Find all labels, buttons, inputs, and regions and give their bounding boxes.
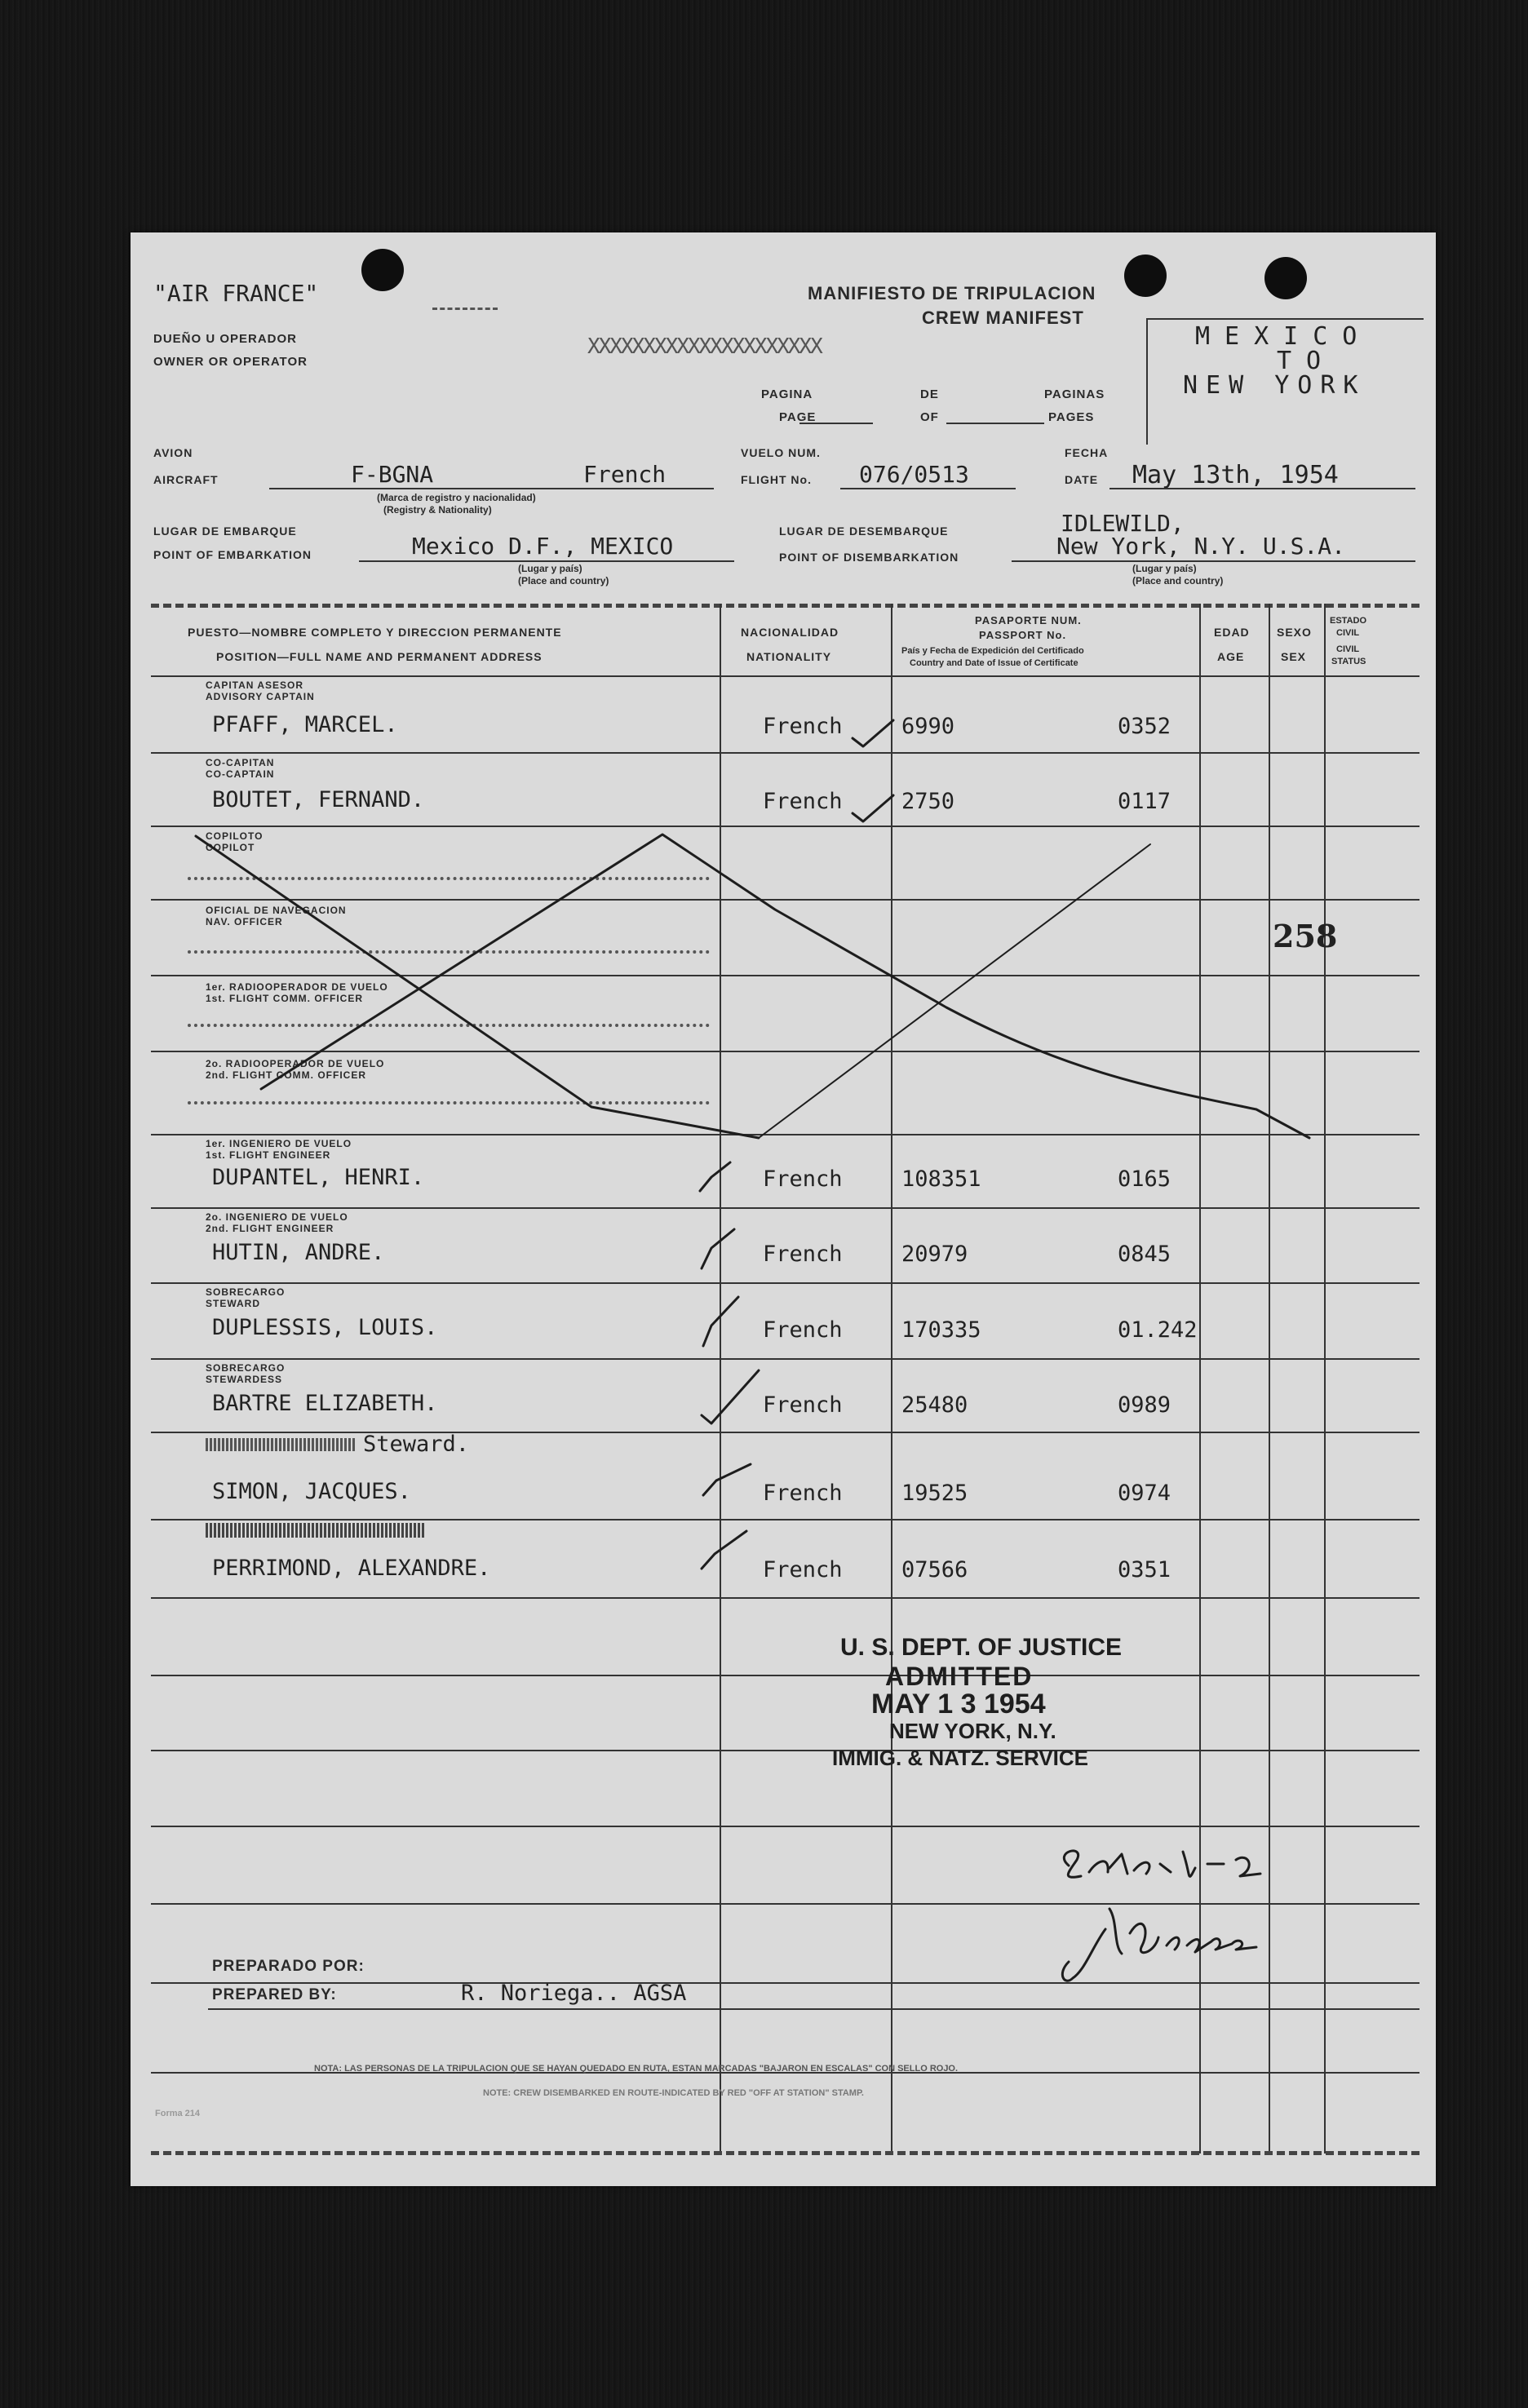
crew-passport-number: 170335	[901, 1317, 981, 1343]
crew-name: PERRIMOND, ALEXANDRE.	[212, 1556, 491, 1581]
crew-passport-number: 19525	[901, 1481, 968, 1506]
checkmark-icon	[702, 1531, 746, 1569]
prepared-by-label-en: PREPARED BY:	[212, 1986, 337, 2003]
pages-label: PAGES	[1048, 410, 1095, 424]
signature-mark	[1064, 1851, 1260, 1877]
crew-nationality: French	[763, 789, 843, 814]
footer-note-en: NOTE: CREW DISEMBARKED EN ROUTE-INDICATED BY RED "OFF AT STATION" STAMP.	[483, 2088, 864, 2098]
disembarkation-point: New York, N.Y. U.S.A.	[1056, 533, 1346, 560]
owner-label-en: OWNER OR OPERATOR	[153, 355, 308, 369]
checkmark-icon	[702, 1229, 734, 1268]
col-header-nat-en: NATIONALITY	[746, 650, 832, 663]
crew-passport-number: 25480	[901, 1392, 968, 1418]
row-position-es: 1er. INGENIERO DE VUELO	[206, 1138, 352, 1149]
crew-passport-date: 01.242	[1118, 1317, 1198, 1343]
row-position-es: 1er. RADIOOPERADOR DE VUELO	[206, 981, 388, 993]
row-position-es: SOBRECARGO	[206, 1362, 286, 1374]
prepared-by-line	[208, 2008, 1419, 2010]
footer-note-es: NOTA: LAS PERSONAS DE LA TRIPULACION QUE SE HAYAN QUEDADO EN RUTA, ESTAN MARCADAS "BAJARON EN ESCALAS" CON SELLO ROJO.	[314, 2064, 959, 2074]
de-label: DE	[920, 387, 939, 401]
embark-caption-en: (Place and country)	[518, 575, 609, 587]
flight-number: 076/0513	[859, 461, 969, 488]
crew-name: BOUTET, FERNAND.	[212, 787, 425, 812]
crew-passport-date: 0845	[1118, 1242, 1171, 1267]
stamp-dept-justice: U. S. DEPT. OF JUSTICE	[840, 1634, 1123, 1661]
aircraft-nationality: French	[583, 461, 667, 488]
date-label: DATE	[1065, 473, 1099, 486]
crew-nationality: French	[763, 1557, 843, 1582]
col-header-passport-sub2: Country and Date of Issue of Certificate	[910, 658, 1078, 668]
disembark-label-en: POINT OF DISEMBARKATION	[779, 551, 959, 564]
crew-passport-number: 20979	[901, 1242, 968, 1267]
prepared-by-label-es: PREPARADO POR:	[212, 1958, 365, 1975]
row-position-en: 2nd. FLIGHT ENGINEER	[206, 1223, 334, 1234]
checkmark-icon	[703, 1464, 751, 1495]
col-header-civil-2: CIVIL	[1336, 628, 1360, 638]
crew-name: HUTIN, ANDRE.	[212, 1240, 385, 1265]
stamp-date: MAY 1 3 1954	[871, 1689, 1046, 1720]
route-destination: NEW YORK	[1183, 371, 1366, 400]
crew-nationality: French	[763, 714, 843, 739]
disembark-label-es: LUGAR DE DESEMBARQUE	[779, 525, 949, 538]
row-position-es: 2o. INGENIERO DE VUELO	[206, 1211, 348, 1223]
title-en: CREW MANIFEST	[922, 308, 1084, 328]
registry-caption-en: (Registry & Nationality)	[383, 504, 492, 516]
crew-passport-date: 0351	[1118, 1557, 1171, 1582]
aircraft-registry: F-BGNA	[351, 461, 434, 488]
cross-out-line	[261, 834, 1309, 1138]
col-header-civil-1: ESTADO	[1330, 616, 1367, 626]
row-position-es: OFICIAL DE NAVEGACION	[206, 905, 347, 916]
col-header-sex-en: SEX	[1281, 650, 1307, 663]
crew-name: DUPLESSIS, LOUIS.	[212, 1315, 438, 1340]
crew-manifest-page	[131, 232, 1436, 2186]
embark-caption-es: (Lugar y país)	[518, 563, 582, 574]
airline-name: "AIR FRANCE"	[153, 280, 319, 307]
row-position-en: 2nd. FLIGHT COMM. OFFICER	[206, 1069, 366, 1081]
col-header-name-es: PUESTO—NOMBRE COMPLETO Y DIRECCION PERMANENTE	[188, 626, 562, 639]
flight-label: FLIGHT No.	[741, 473, 812, 486]
checkmark-icon	[703, 1297, 738, 1346]
crew-name: PFAFF, MARCEL.	[212, 712, 398, 737]
crew-nationality: French	[763, 1166, 843, 1192]
vuelo-label: VUELO NUM.	[741, 446, 821, 459]
disembark-caption-en: (Place and country)	[1132, 575, 1224, 587]
of-label: OF	[920, 410, 939, 424]
struck-out-text: XXXXXXXXXXXXXXXXXXXXX	[587, 334, 822, 354]
prepared-by-value: R. Noriega.. AGSA	[461, 1981, 687, 2006]
row-position-en: STEWARD	[206, 1298, 260, 1309]
crew-passport-number: 2750	[901, 789, 955, 814]
crew-name: DUPANTEL, HENRI.	[212, 1165, 425, 1190]
col-header-name-en: POSITION—FULL NAME AND PERMANENT ADDRESS	[216, 650, 543, 663]
pagina-label: PAGINA	[761, 387, 813, 401]
route-from: MEXICO	[1195, 322, 1372, 351]
page-label: PAGE	[779, 410, 817, 424]
col-header-sex-es: SEXO	[1277, 626, 1312, 639]
crew-passport-number: 108351	[901, 1166, 981, 1192]
row-position-es: CO-CAPITAN	[206, 757, 275, 768]
col-header-passport-en: PASSPORT No.	[979, 629, 1067, 641]
aircraft-label: AIRCRAFT	[153, 473, 219, 486]
signature-mark	[1062, 1909, 1256, 1981]
cross-out-line	[759, 844, 1150, 1138]
checkmark-icon	[702, 1370, 759, 1423]
form-number: Forma 214	[155, 2109, 201, 2118]
row-position-en: 1st. FLIGHT ENGINEER	[206, 1149, 331, 1161]
crew-passport-date: 0974	[1118, 1481, 1171, 1506]
col-header-passport-sub1: País y Fecha de Expedición del Certificado	[901, 646, 1084, 656]
col-header-nat-es: NACIONALIDAD	[741, 626, 839, 639]
crew-passport-date: 0352	[1118, 714, 1171, 739]
flight-date: May 13th, 1954	[1132, 461, 1339, 489]
row-position-en: ADVISORY CAPTAIN	[206, 691, 315, 702]
crew-passport-date: 0989	[1118, 1392, 1171, 1418]
title-es: MANIFIESTO DE TRIPULACION	[808, 283, 1096, 303]
row-position-es: SOBRECARGO	[206, 1286, 286, 1298]
cross-out-line	[196, 836, 759, 1138]
crew-nationality: French	[763, 1481, 843, 1506]
row-position-en: COPILOT	[206, 842, 255, 853]
crew-passport-number: 07566	[901, 1557, 968, 1582]
row-position-es: 2o. RADIOOPERADOR DE VUELO	[206, 1058, 385, 1069]
col-header-civil-3: CIVIL	[1336, 644, 1360, 654]
col-header-age-es: EDAD	[1214, 626, 1250, 639]
crew-passport-date: 0165	[1118, 1166, 1171, 1192]
avion-label: AVION	[153, 446, 193, 459]
col-header-civil-4: STATUS	[1331, 657, 1366, 666]
embark-label-es: LUGAR DE EMBARQUE	[153, 525, 297, 538]
fecha-label: FECHA	[1065, 446, 1109, 459]
crew-name: SIMON, JACQUES.	[212, 1479, 411, 1504]
row-position-en: 1st. FLIGHT COMM. OFFICER	[206, 993, 363, 1004]
checkmark-icon	[853, 720, 893, 746]
stamp-admitted: ADMITTED	[885, 1662, 1034, 1691]
owner-label-es: DUEÑO U OPERADOR	[153, 332, 298, 346]
route-to-word: TO	[1277, 347, 1336, 375]
embarkation-point: Mexico D.F., MEXICO	[412, 533, 674, 560]
stamp-location: NEW YORK, N.Y.	[889, 1719, 1056, 1743]
checkmark-icon	[853, 795, 893, 821]
col-header-age-en: AGE	[1217, 650, 1245, 663]
embark-label-en: POINT OF EMBARKATION	[153, 548, 312, 561]
disembark-caption-es: (Lugar y país)	[1132, 563, 1197, 574]
col-header-passport-es: PASAPORTE NUM.	[975, 614, 1082, 626]
registry-caption-es: (Marca de registro y nacionalidad)	[377, 492, 536, 503]
crew-name: BARTRE ELIZABETH.	[212, 1391, 438, 1416]
stamp-service: IMMIG. & NATZ. SERVICE	[832, 1746, 1088, 1770]
row-position-es: COPILOTO	[206, 830, 264, 842]
crew-nationality: French	[763, 1392, 843, 1418]
crew-passport-date: 0117	[1118, 789, 1171, 814]
crew-passport-number: 6990	[901, 714, 955, 739]
row-position-en: STEWARDESS	[206, 1374, 283, 1385]
stamped-number: 258	[1273, 918, 1338, 954]
row-position-en: Steward.	[363, 1432, 470, 1457]
handwriting-overlay	[131, 232, 1436, 2186]
row-position-es: CAPITAN ASESOR	[206, 679, 304, 691]
crew-nationality: French	[763, 1317, 843, 1343]
checkmark-icon	[700, 1162, 730, 1191]
row-position-en: CO-CAPTAIN	[206, 768, 275, 780]
crew-nationality: French	[763, 1242, 843, 1267]
disembarkation-airport: IDLEWILD,	[1061, 510, 1185, 537]
paginas-label: PAGINAS	[1044, 387, 1105, 401]
row-position-en: NAV. OFFICER	[206, 916, 283, 927]
